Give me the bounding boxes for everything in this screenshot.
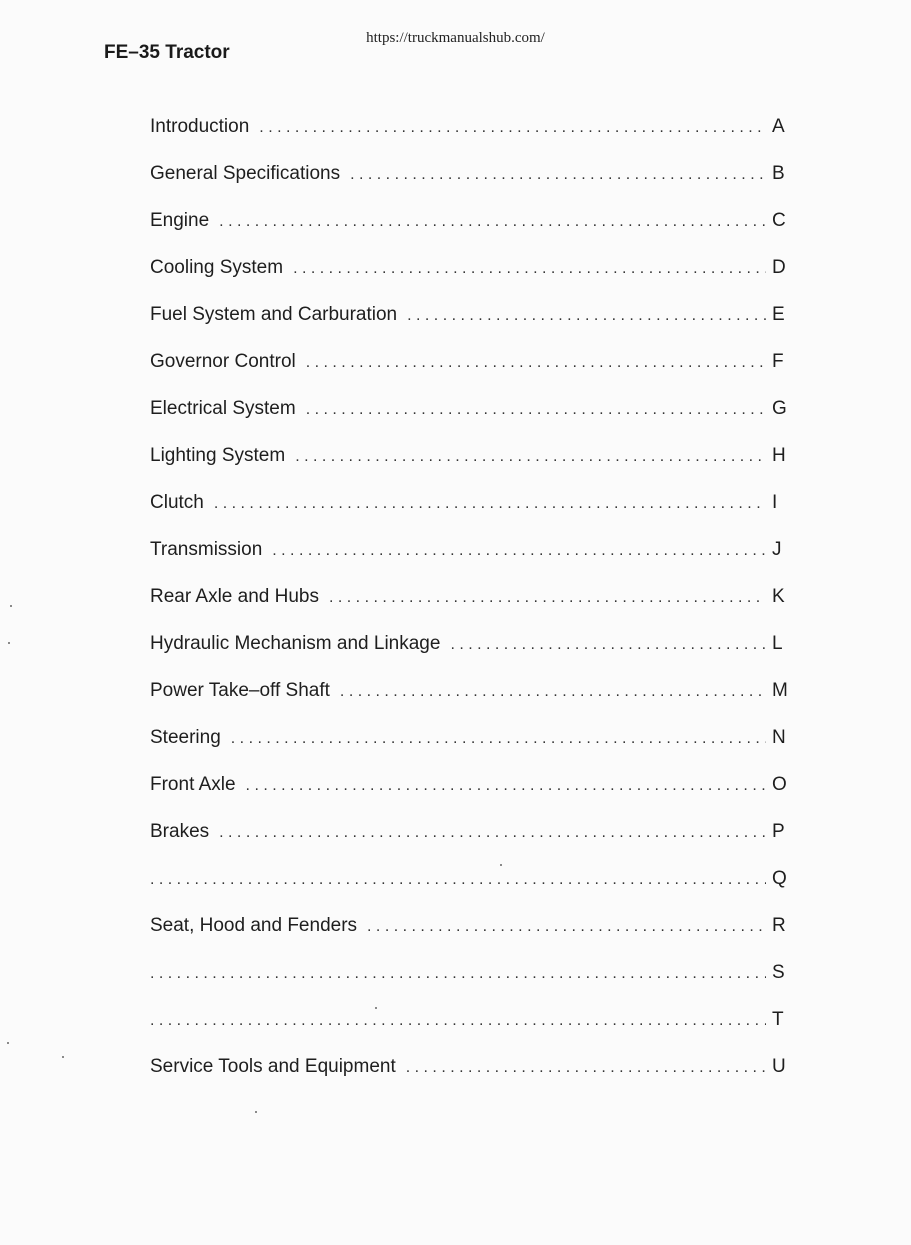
- toc-row: [150, 962, 786, 1009]
- section-letter: O: [772, 774, 787, 795]
- toc-label: General Specifications: [150, 163, 341, 184]
- dot-leader: [367, 918, 766, 936]
- toc-row: [150, 586, 786, 633]
- toc-row: [150, 492, 786, 539]
- scan-speck: [10, 605, 12, 607]
- section-letter: S: [772, 962, 785, 983]
- section-letter: C: [772, 210, 786, 231]
- dot-leader: [329, 589, 766, 607]
- dot-leader: [295, 448, 766, 466]
- toc-row: [150, 727, 786, 774]
- toc-row: [150, 868, 786, 915]
- dot-leader: [246, 777, 766, 795]
- toc-row: [150, 304, 786, 351]
- section-letter: A: [772, 116, 785, 137]
- toc-label: Clutch: [150, 492, 204, 513]
- section-letter: M: [772, 680, 788, 701]
- toc-row: [150, 445, 786, 492]
- toc-label: Lighting System: [150, 445, 286, 466]
- page-title: FE–35 Tractor: [104, 42, 230, 63]
- dot-leader: [231, 730, 766, 748]
- source-url: https://truckmanualshub.com/: [366, 30, 545, 46]
- toc-row: [150, 1009, 786, 1056]
- dot-leader: [350, 166, 766, 184]
- toc-label: Brakes: [150, 821, 210, 842]
- dot-leader: [306, 401, 766, 419]
- toc-row: [150, 210, 786, 257]
- section-letter: U: [772, 1056, 786, 1077]
- toc-label: Power Take–off Shaft: [150, 680, 330, 701]
- dot-leader: [219, 824, 766, 842]
- section-letter: I: [772, 492, 778, 513]
- dot-leader: [340, 683, 766, 701]
- toc-row: [150, 351, 786, 398]
- dot-leader: [406, 1059, 766, 1077]
- toc-label: Front Axle: [150, 774, 236, 795]
- toc-label: Introduction: [150, 116, 250, 137]
- dot-leader: [450, 636, 766, 654]
- scan-speck: [8, 642, 10, 644]
- toc-row: [150, 257, 786, 304]
- toc-label: Electrical System: [150, 398, 296, 419]
- toc-label: Seat, Hood and Fenders: [150, 915, 358, 936]
- toc-label: Cooling System: [150, 257, 284, 278]
- toc-label: Rear Axle and Hubs: [150, 586, 319, 607]
- dot-leader: [150, 871, 766, 889]
- section-letter: G: [772, 398, 787, 419]
- section-letter: E: [772, 304, 785, 325]
- scan-speck: [7, 1042, 9, 1044]
- toc-label: Governor Control: [150, 351, 296, 372]
- scan-speck: [375, 1007, 377, 1009]
- toc-row: [150, 821, 786, 868]
- toc-label: Steering: [150, 727, 221, 748]
- toc-row: [150, 539, 786, 586]
- toc-row: [150, 1056, 786, 1103]
- section-letter: Q: [772, 868, 787, 889]
- section-letter: H: [772, 445, 786, 466]
- scan-speck: [255, 1111, 257, 1113]
- toc-row: [150, 163, 786, 210]
- section-letter: F: [772, 351, 784, 372]
- dot-leader: [306, 354, 766, 372]
- toc-row: [150, 398, 786, 445]
- section-letter: P: [772, 821, 785, 842]
- dot-leader: [219, 213, 766, 231]
- dot-leader: [214, 495, 766, 513]
- section-letter: D: [772, 257, 786, 278]
- section-letter: L: [772, 633, 783, 654]
- toc-row: [150, 915, 786, 962]
- toc-row: [150, 116, 786, 163]
- toc-row: [150, 774, 786, 821]
- scan-speck: [62, 1056, 64, 1058]
- toc-row: [150, 633, 786, 680]
- dot-leader: [150, 1012, 766, 1030]
- toc-label: Service Tools and Equipment: [150, 1056, 396, 1077]
- toc-label: Transmission: [150, 539, 263, 560]
- section-letter: J: [772, 539, 782, 560]
- section-letter: R: [772, 915, 786, 936]
- section-letter: B: [772, 163, 785, 184]
- section-letter: K: [772, 586, 785, 607]
- dot-leader: [259, 119, 766, 137]
- toc-label: Engine: [150, 210, 210, 231]
- section-letter: N: [772, 727, 786, 748]
- dot-leader: [150, 965, 766, 983]
- dot-leader: [272, 542, 766, 560]
- dot-leader: [407, 307, 766, 325]
- section-letter: T: [772, 1009, 784, 1030]
- dot-leader: [293, 260, 766, 278]
- scan-speck: [500, 864, 502, 866]
- toc-row: [150, 680, 786, 727]
- toc-label: Fuel System and Carburation: [150, 304, 398, 325]
- table-of-contents: [150, 116, 786, 1103]
- toc-label: Hydraulic Mechanism and Linkage: [150, 633, 441, 654]
